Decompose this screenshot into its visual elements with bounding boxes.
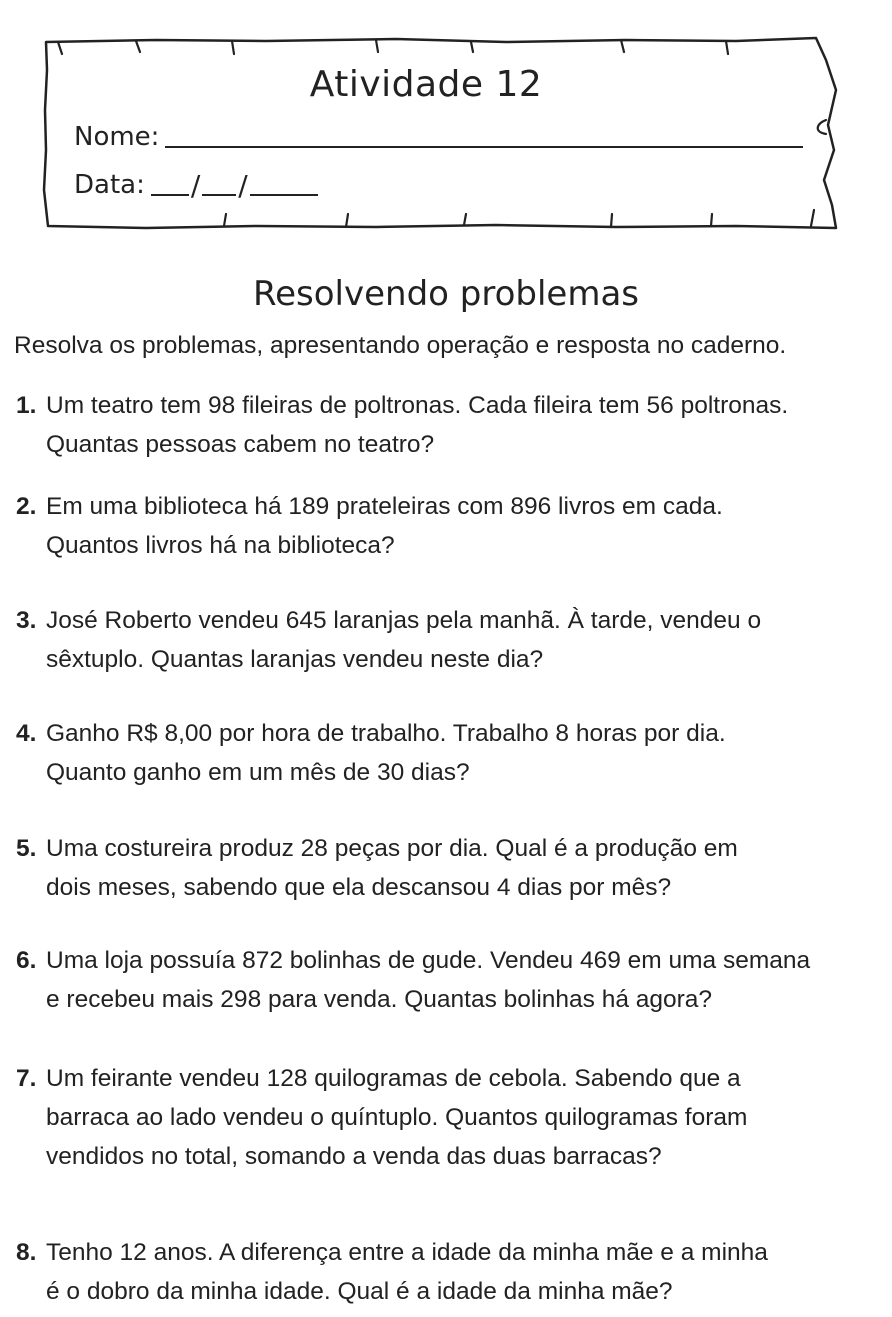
problem-item [16, 1233, 886, 1311]
problem-number: 2. [16, 493, 37, 520]
problem-item [16, 941, 886, 1019]
problem-number: 3. [16, 607, 37, 634]
header-scroll-box [36, 30, 848, 240]
problem-text: Uma costureira produz 28 peças por dia. Qual é a produção em [46, 835, 738, 862]
problem-text: Um feirante vendeu 128 quilogramas de cebola. Sabendo que a [46, 1065, 741, 1092]
problem-item [16, 601, 886, 679]
problem-item [16, 1059, 886, 1176]
problem-number: 4. [16, 720, 37, 747]
problem-text: barraca ao lado vendeu o quíntuplo. Quantos quilogramas foram [46, 1104, 748, 1131]
date-separator: / [190, 169, 201, 202]
problem-text: Quantos livros há na biblioteca? [46, 532, 395, 559]
instructions-text: Resolva os problemas, apresentando operação e resposta no caderno. [14, 332, 787, 359]
problem-text: e recebeu mais 298 para venda. Quantas bolinhas há agora? [46, 986, 713, 1013]
date-month-line[interactable] [202, 193, 236, 196]
problem-text: Em uma biblioteca há 189 prateleiras com 896 livros em cada. [46, 493, 723, 520]
problem-item [16, 714, 886, 792]
problem-number: 1. [16, 392, 37, 419]
name-input-line[interactable] [165, 146, 803, 148]
date-day-line[interactable] [151, 193, 189, 196]
name-field-row [74, 122, 803, 152]
problem-number: 7. [16, 1065, 37, 1092]
problem-number: 8. [16, 1239, 37, 1266]
problem-text: Quanto ganho em um mês de 30 dias? [46, 759, 470, 786]
problem-item [16, 487, 886, 565]
problem-text: Tenho 12 anos. A diferença entre a idade da minha mãe e a minha [46, 1239, 768, 1266]
problem-number: 5. [16, 835, 37, 862]
problem-text: Um teatro tem 98 fileiras de poltronas. Cada fileira tem 56 poltronas. [46, 392, 789, 419]
section-title: Resolvendo problemas [253, 274, 639, 314]
name-label: Nome: [74, 122, 160, 152]
problem-text: dois meses, sabendo que ela descansou 4 dias por mês? [46, 874, 672, 901]
date-year-line[interactable] [250, 193, 318, 196]
date-label: Data: [74, 170, 145, 200]
problem-text: Quantas pessoas cabem no teatro? [46, 431, 435, 458]
problem-text: Ganho R$ 8,00 por hora de trabalho. Trabalho 8 horas por dia. [46, 720, 726, 747]
date-separator: / [238, 169, 248, 202]
problem-item [16, 829, 886, 907]
problem-item [16, 386, 886, 464]
problem-text: é o dobro da minha idade. Qual é a idade da minha mãe? [46, 1278, 673, 1305]
problem-number: 6. [16, 947, 37, 974]
date-field-row [74, 170, 318, 200]
problem-text: José Roberto vendeu 645 laranjas pela manhã. À tarde, vendeu o [46, 607, 762, 634]
problem-text: Uma loja possuía 872 bolinhas de gude. Vendeu 469 em uma semana [46, 947, 811, 974]
problem-text: sêxtuplo. Quantas laranjas vendeu neste dia? [46, 646, 544, 673]
activity-title: Atividade 12 [309, 64, 543, 105]
problem-text: vendidos no total, somando a venda das duas barracas? [46, 1143, 662, 1170]
